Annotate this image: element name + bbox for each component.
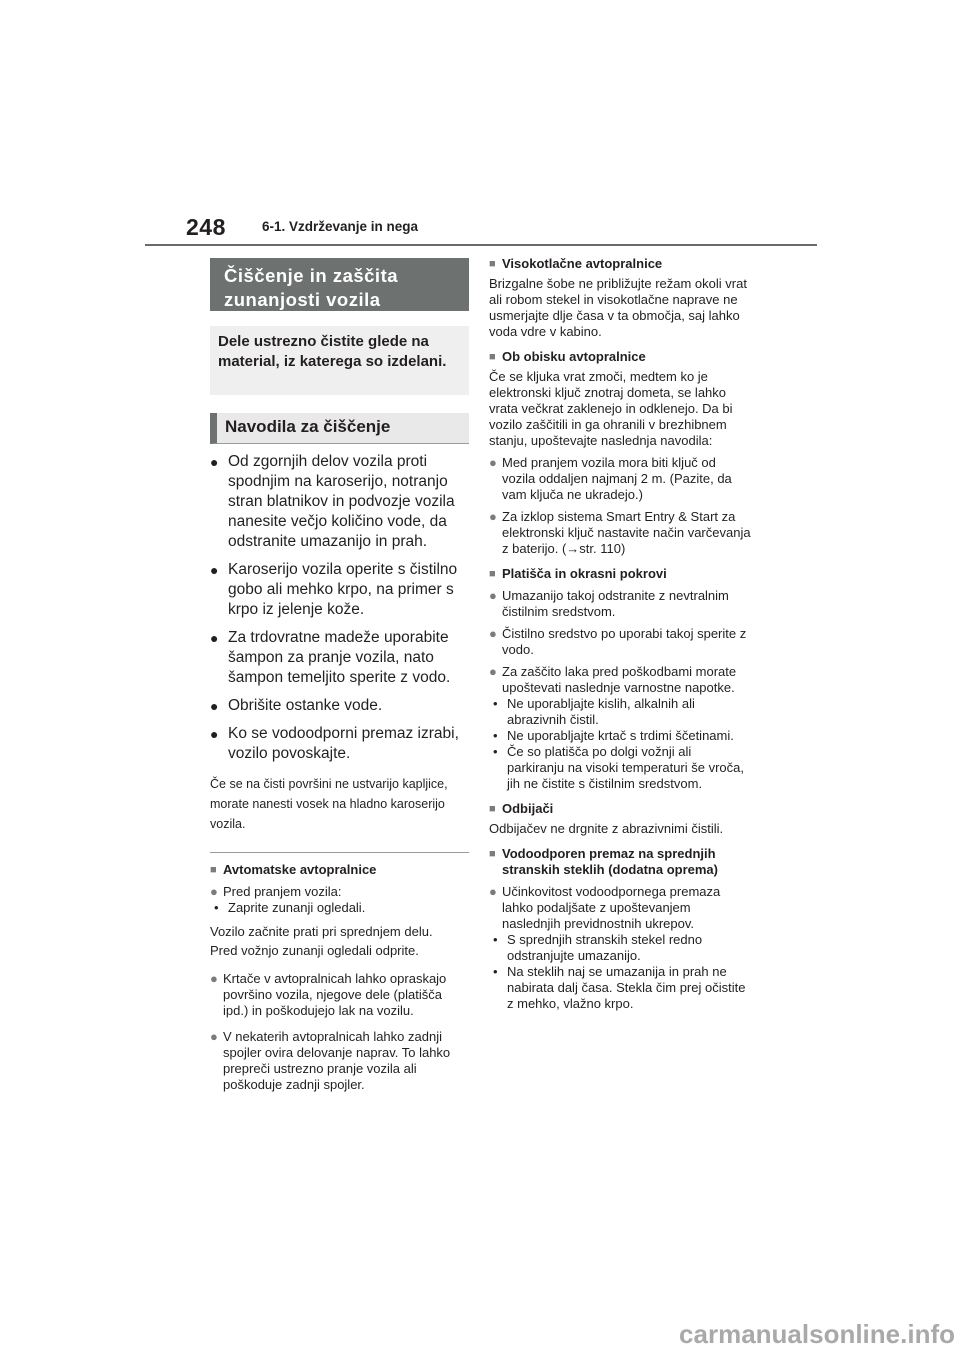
paragraph: Če se kljuka vrat zmoči, medtem ko je elektronski ključ znotraj dometa, se lahko vrata večkrat zaklenejo in odklenejo. Da bi vozilo zaščitili in ga ohranili v brezhibnem stanju, upoštevajte naslednja navodila:	[489, 369, 733, 448]
circle-bullet-icon: ●	[489, 664, 497, 679]
list-item: ● Učinkovitost vodoodpornega premaza lahko podaljšate z upoštevanjem naslednjih previdnostnih ukrepov.	[489, 884, 721, 931]
list-item: ● V nekaterih avtopralnicah lahko zadnji spojler ovira delovanje naprav. To lahko prepreči ustrezno pranje vozila ali poškoduje zadnji spojler.	[210, 1029, 451, 1092]
circle-bullet-icon: ●	[489, 884, 497, 899]
heading-car-wash-visit: ■ Ob obisku avtopralnice	[489, 349, 646, 364]
divider	[210, 852, 469, 853]
list-item: ● Med pranjem vozila mora biti ključ od vozila oddaljen najmanj 2 m. (Pazite, da vam ključa ne ukradejo.)	[489, 455, 732, 502]
heading-water-repellent: ■ Vodoodporen premaz na sprednjih stranskih steklih (dodatna oprema)	[489, 846, 718, 877]
list-item: ● Karoserijo vozila operite s čistilno gobo ali mehko krpo, na primer s krpo iz jelenje kože.	[210, 561, 458, 618]
sub-item: • Ne uporabljajte kislih, alkalnih ali abrazivnih čistil.	[493, 696, 695, 727]
list-item: ● Čistilno sredstvo po uporabi takoj sperite z vodo.	[489, 626, 747, 657]
bullet-icon: ●	[210, 698, 219, 714]
circle-bullet-icon: ●	[489, 588, 497, 603]
list-item: ● Obrišite ostanke vode.	[210, 697, 383, 714]
list-item: ● Za zaščito laka pred poškodbami morate upoštevati naslednje varnostne napotke.	[489, 664, 737, 695]
heading-auto-wash: ■ Avtomatske avtopralnice	[210, 862, 377, 877]
watermark: carmanualsonline.info	[679, 1319, 955, 1349]
bullet-icon: ●	[210, 562, 219, 578]
sub-item: • Zaprite zunanji ogledali.	[214, 900, 366, 915]
left-column	[210, 258, 469, 1093]
list-item: ● Od zgornjih delov vozila proti spodnjim na karoserijo, notranjo stran blatnikov in podvozje vozila nanesite večjo količino vode, da odstranite umazanijo in prah.	[210, 453, 455, 550]
circle-bullet-icon: ●	[210, 971, 218, 986]
paragraph: Vozilo začnite prati pri sprednjem delu.	[210, 924, 433, 939]
paragraph: Pred vožnjo zunanji ogledali odprite.	[210, 943, 419, 958]
sub-item: • Če so platišča po dolgi vožnji ali parkiranju na visoki temperaturi še vroča, jih ne čistite s čistilnim sredstvom.	[493, 744, 744, 791]
bullet-icon: ●	[210, 726, 219, 742]
circle-bullet-icon: ●	[489, 509, 497, 524]
section-title: 6-1. Vzdrževanje in nega	[262, 219, 419, 234]
circle-bullet-icon: ●	[489, 455, 497, 470]
right-column	[489, 256, 751, 1012]
paragraph: Odbijačev ne drgnite z abrazivnimi čistili.	[489, 821, 724, 836]
sub-item: • Ne uporabljajte krtač s trdimi ščetinami.	[493, 728, 734, 743]
heading-high-pressure: ■ Visokotlačne avtopralnice	[489, 256, 663, 271]
square-icon: ■	[489, 258, 496, 270]
page-title: Čiščenje in zaščita zunanjosti vozila	[210, 258, 469, 311]
heading-bumpers: ■ Odbijači	[489, 801, 554, 816]
list-item: ● Ko se vodoodporni premaz izrabi, vozilo povoskajte.	[210, 725, 459, 762]
intro-box: Dele ustrezno čistite glede na material, iz katerega so izdelani.	[210, 326, 469, 395]
sub-item: • Na steklih naj se umazanija in prah ne nabirata dalj časa. Stekla čim prej očistite z mehko, vlažno krpo.	[493, 964, 746, 1011]
list-item: ● Za trdovratne madeže uporabite šampon za pranje vozila, nato šampon temeljito sperite z vodo.	[210, 629, 451, 686]
square-icon: ■	[489, 848, 496, 860]
header-rule	[145, 244, 817, 246]
bullet-icon: ●	[210, 630, 219, 646]
subheading: Navodila za čiščenje	[210, 413, 469, 444]
heading-wheels: ■ Platišča in okrasni pokrovi	[489, 566, 667, 581]
circle-bullet-icon: ●	[210, 884, 218, 899]
list-item: ● Umazanijo takoj odstranite z nevtralnim čistilnim sredstvom.	[489, 588, 729, 619]
sub-item: • S sprednjih stranskih stekel redno odstranjujte umazanijo.	[493, 932, 703, 963]
square-icon: ■	[489, 568, 496, 580]
list-item: ● Pred pranjem vozila:	[210, 884, 342, 899]
bullet-icon: ●	[210, 454, 219, 470]
page-number: 248	[186, 214, 226, 240]
circle-bullet-icon: ●	[489, 626, 497, 641]
square-icon: ■	[489, 351, 496, 363]
circle-bullet-icon: ●	[210, 1029, 218, 1044]
square-icon: ■	[489, 803, 496, 815]
square-icon: ■	[210, 864, 217, 876]
list-item: ● Krtače v avtopralnicah lahko opraskajo površino vozila, njegove dele (platišča ipd.) in poškodujejo lak na vozilu.	[210, 971, 447, 1018]
note-text: Če se na čisti površini ne ustvarijo kapljice, morate nanesti vosek na hladno karoserijo vozila.	[210, 777, 448, 831]
list-item: ● Za izklop sistema Smart Entry & Start za elektronski ključ nastavite način varčevanja z baterijo. (→str. 110)	[489, 509, 751, 556]
paragraph: Brizgalne šobe ne približujte režam okoli vrat ali robom stekel in visokotlačne naprave ne usmerjajte dlje časa v ta območja, saj lahko voda vdre v kabino.	[489, 276, 747, 339]
